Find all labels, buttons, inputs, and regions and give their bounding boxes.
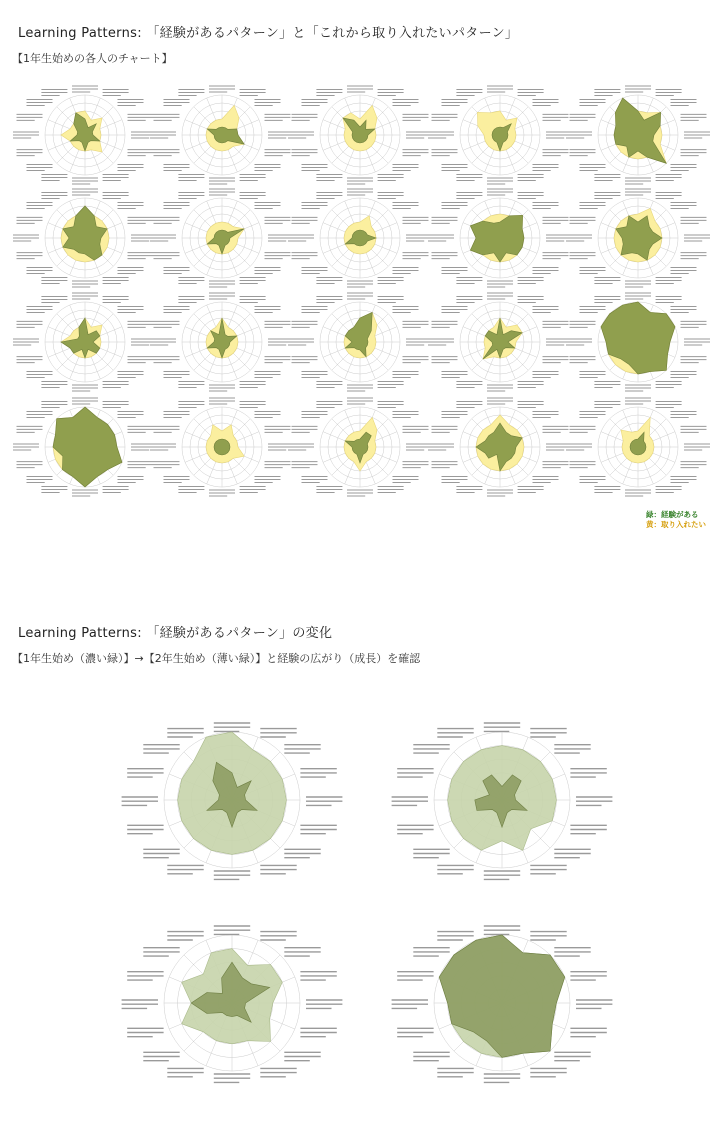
legend-wanted: 黄：取り入れたい	[646, 520, 706, 529]
section2-subtitle: 【1年生始め（濃い緑）】→【2年生始め（薄い緑）】と経験の広がり（成長）を確認	[12, 652, 421, 665]
section2-title: Learning Patterns: 「経験があるパターン」の変化	[18, 626, 333, 641]
radar-chart-101	[392, 723, 613, 879]
series-first-year	[439, 935, 565, 1057]
radar-chart-100	[122, 723, 343, 879]
legend-experienced: 緑：経験がある	[646, 510, 699, 519]
radar-chart-102	[122, 926, 343, 1082]
section1-title: Learning Patterns: 「経験があるパターン」と「これから取り入れたいパターン」	[18, 26, 519, 41]
radar-chart-103	[392, 926, 613, 1082]
section1-subtitle: 【1年生始めの各人のチャート】	[12, 52, 173, 65]
